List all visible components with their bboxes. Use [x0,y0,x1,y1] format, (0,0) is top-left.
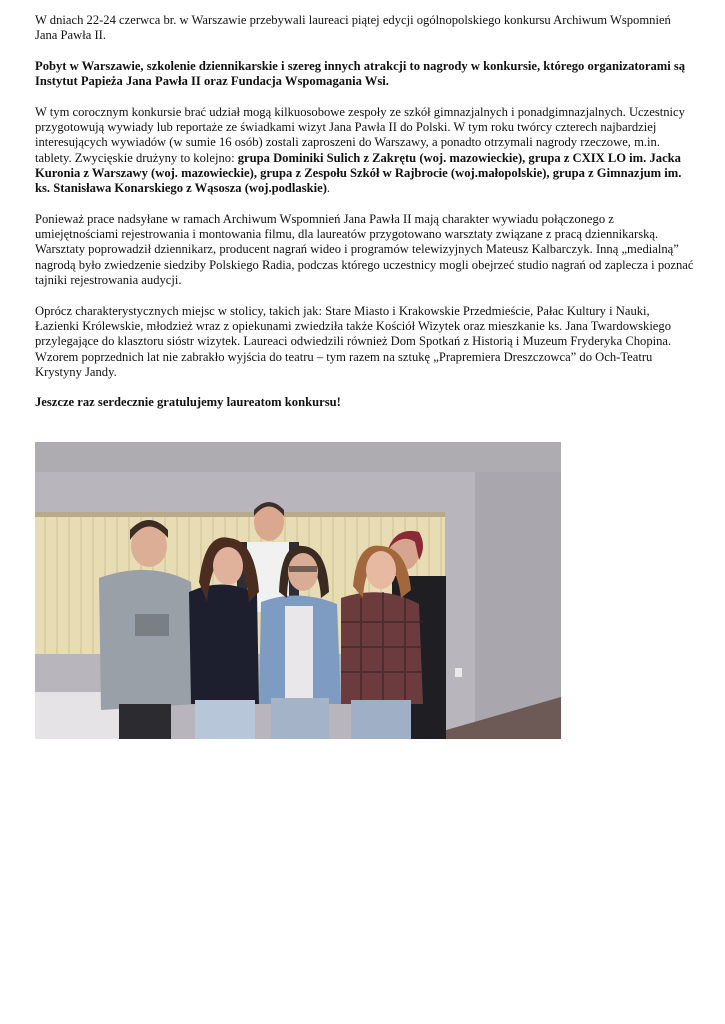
winners-list: grupa Dominiki Sulich z Zakrętu (woj. mazowieckie), grupa z CXIX LO im. Jacka Kuronia z Warszawy (woj. mazowieckie), grupa z Zespołu Szkół w Rajbrocie (woj.małopolskie), grupa z Gimnazjum im. ks. Stanisława Konarskiego z Wąsosza (woj.podlaskie) [35,150,682,196]
group-photo-illustration [35,442,561,739]
photo-socket [455,668,462,677]
photo-ceiling [35,442,561,472]
sightseeing-paragraph: Oprócz charakterystycznych miejsc w stolicy, takich jak: Stare Miasto i Krakowskie Przedmieście, Pałac Kultury i Nauki, Łazienki Królewskie, młodzież wraz z opiekunami zwiedziła także Kościół Wizytek oraz mieszkanie ks. Jana Twardowskiego przylegające do klasztoru sióstr wizytek. Laureaci odwiedzili również Dom Spotkań z Historią i Muzeum Fryderyka Chopina. Wzorem poprzednich lat nie zabrakło wyjścia do teatru – tym razem na sztukę „Prapremiera Dreszczowca” do Och-Teatru Krystyny Jandy. [35,303,672,379]
article-body [35,13,695,426]
competition-text: W tym corocznym konkursie brać udział mogą kilkuosobowe zespoły ze szkół gimnazjalnych i ponadgimnazjalnych. Uczestnicy przygotowują wywiady lub reportaże ze świadkami wizyt Jana Pawła II do Polski. W tym roku twórcy czterech najbardziej interesujących wywiadów (w sumie 16 osób) zostali zaproszeni do Warszawy, a ponadto otrzymali nagrody rzeczowe, m.in. tablety. Zwycięskie drużyny to kolejno: [35,104,685,165]
competition-end: . [326,181,331,196]
lead-text: Pobyt w Warszawie, szkolenie dziennikarskie i szereg innych atrakcji to nagrody w konkursie, którego organizatorami są Instytut Papieża Jana Pawła II oraz Fundacja Wspomagania Wsi. [35,58,686,89]
photo-wall-right [475,442,561,739]
closing-text: Jeszcze raz serdecznie gratulujemy laureatom konkursu! [35,395,341,410]
group-photo [35,442,561,739]
lead-paragraph [35,59,695,90]
intro-paragraph: W dniach 22-24 czerwca br. w Warszawie przebywali laureaci piątej edycji ogólnopolskiego konkursu Archiwum Wspomnień Jana Pawła II. [35,13,671,43]
competition-paragraph [35,105,695,197]
workshop-paragraph: Ponieważ prace nadsyłane w ramach Archiwum Wspomnień Jana Pawła II mają charakter wywiadu połączonego z umiejętnościami rejestrowania i montowania filmu, dla laureatów przygotowano warsztaty związane z pracą dziennikarską. Warsztaty poprowadził dziennikarz, producent nagrań wideo i programów telewizyjnych Mateusz Kalbarczyk. Inną „medialną” nagrodą było zwiedzenie siedziby Polskiego Radia, podczas którego uczestnicy mogli obejrzeć studio nagrań od zaplecza i poznać tajniki rejestrowania audycji. [35,211,694,288]
closing-paragraph [35,395,695,410]
